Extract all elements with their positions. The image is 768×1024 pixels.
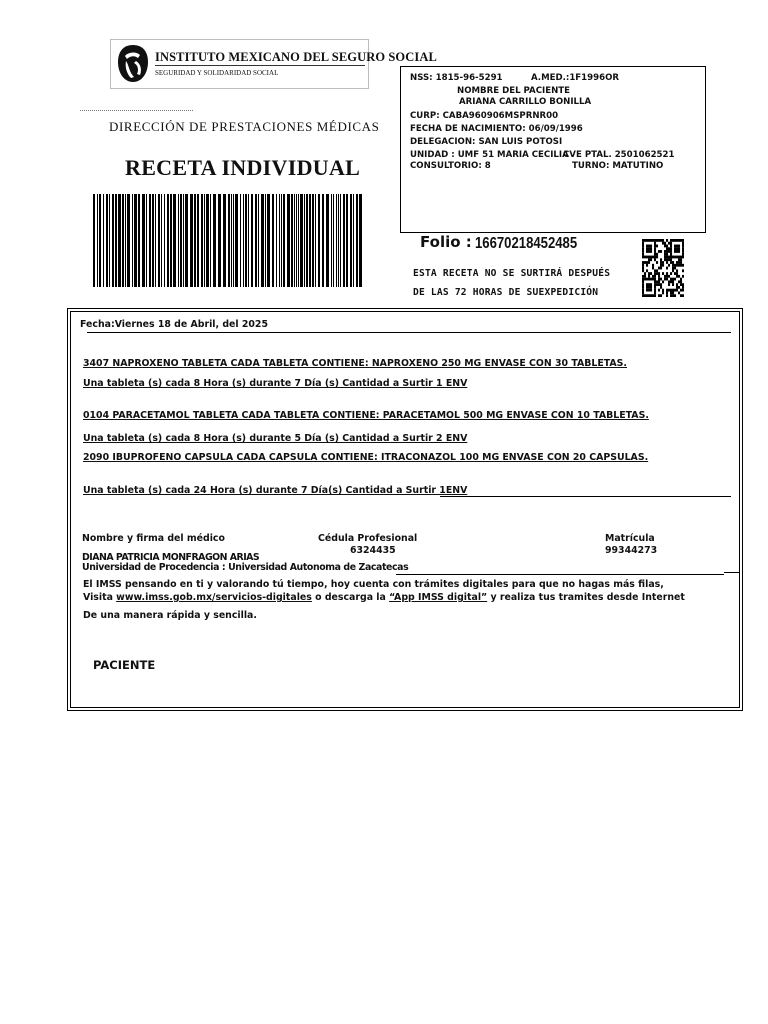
validity-notice-line2: DE LAS 72 HORAS DE SUEXPEDICIÓN [413,287,599,298]
copy-label: PACIENTE [93,658,156,672]
drug-line-3: 2090 IBUPROFENO CAPSULA CADA CAPSULA CONTIENE: ITRACONAZOL 100 MG ENVASE CON 20 CAPSULAS. [83,452,649,463]
footer-visita: Visita [83,592,117,603]
dose-line-3: Una tableta (s) cada 24 Hora (s) durante 7 Día(s) Cantidad a Surtir 1ENV [83,485,468,496]
app-imss-link[interactable]: “App IMSS digital” [389,592,488,603]
dose-line-2: Una tableta (s) cada 8 Hora (s) durante 5 Día (s) Cantidad a Surtir 2 ENV [83,433,468,444]
footer-end: y realiza tus tramites desde Internet [487,592,685,603]
prescription-date: Fecha:Viernes 18 de Abril, del 2025 [80,319,268,330]
doctor-signature-label: Nombre y firma del médico [82,533,225,544]
prescription-box [70,311,740,708]
items-end-rule [440,496,731,497]
patient-nss: NSS: 1815-96-5291 [410,73,503,83]
qr-code-icon [642,239,684,297]
patient-curp: CURP: CABA960906MSPRNR00 [410,111,559,121]
patient-info-box [400,66,706,233]
folio-number: 16670218452485 [475,235,578,252]
direccion-heading: DIRECCIÓN DE PRESTACIONES MÉDICAS [109,119,380,134]
patient-name: ARIANA CARRILLO BONILLA [459,97,592,107]
footer-line-2 [83,592,685,603]
date-rule [87,332,731,333]
matricula-value: 99344273 [605,545,658,556]
imss-eagle-emblem-icon [114,42,152,85]
folio-label: Folio : [420,233,472,251]
institution-subtitle: SEGURIDAD Y SOLIDARIDAD SOCIAL [155,69,279,77]
patient-unidad: UNIDAD : UMF 51 MARIA CECILIA [410,150,569,160]
doctor-name: DIANA PATRICIA MONFRAGON ARIAS [82,552,260,563]
patient-cve-ptal: CVE PTAL. 2501062521 [563,150,675,160]
signature-rule [396,574,724,575]
patient-dob: FECHA DE NACIMIENTO: 06/09/1996 [410,124,583,134]
dose-line-1: Una tableta (s) cada 8 Hora (s) durante 7 Día (s) Cantidad a Surtir 1 ENV [83,378,468,389]
patient-name-label: NOMBRE DEL PACIENTE [457,86,571,96]
validity-notice-line1: ESTA RECETA NO SE SURTIRÁ DESPUÉS [413,268,611,279]
patient-amed: A.MED.:1F1996OR [531,73,620,83]
matricula-label: Matrícula [605,533,655,544]
cedula-label: Cédula Profesional [318,533,418,544]
barcode-icon [93,194,365,287]
cedula-value: 6324435 [350,545,396,556]
doctor-university: Universidad de Procedencia : Universidad Autonoma de Zacatecas [82,562,409,573]
signature-rule-tail [724,572,739,573]
institution-name: INSTITUTO MEXICANO DEL SEGURO SOCIAL [155,50,437,64]
imss-logo [110,39,437,89]
patient-delegacion: DELEGACION: SAN LUIS POTOSI [410,137,563,147]
footer-mid: o descarga la [311,592,390,603]
drug-line-1: 3407 NAPROXENO TABLETA CADA TABLETA CONTIENE: NAPROXENO 250 MG ENVASE CON 30 TABLETAS. [83,358,627,369]
patient-consultorio: CONSULTORIO: 8 [410,161,491,171]
document-title: RECETA INDIVIDUAL [125,155,361,180]
drug-line-2: 0104 PARACETAMOL TABLETA CADA TABLETA CONTIENE: PARACETAMOL 500 MG ENVASE CON 10 TABLETAS. [83,410,649,421]
imss-digital-link[interactable]: www.imss.gob.mx/servicios-digitales [116,592,312,603]
logo-divider [155,65,365,66]
footer-line-3: De una manera rápida y sencilla. [83,610,257,621]
dotted-divider [80,110,193,111]
patient-turno: TURNO: MATUTINO [572,161,664,171]
footer-line-1: El IMSS pensando en ti y valorando tú tiempo, hoy cuenta con trámites digitales para que no hagas más filas, [83,579,664,590]
